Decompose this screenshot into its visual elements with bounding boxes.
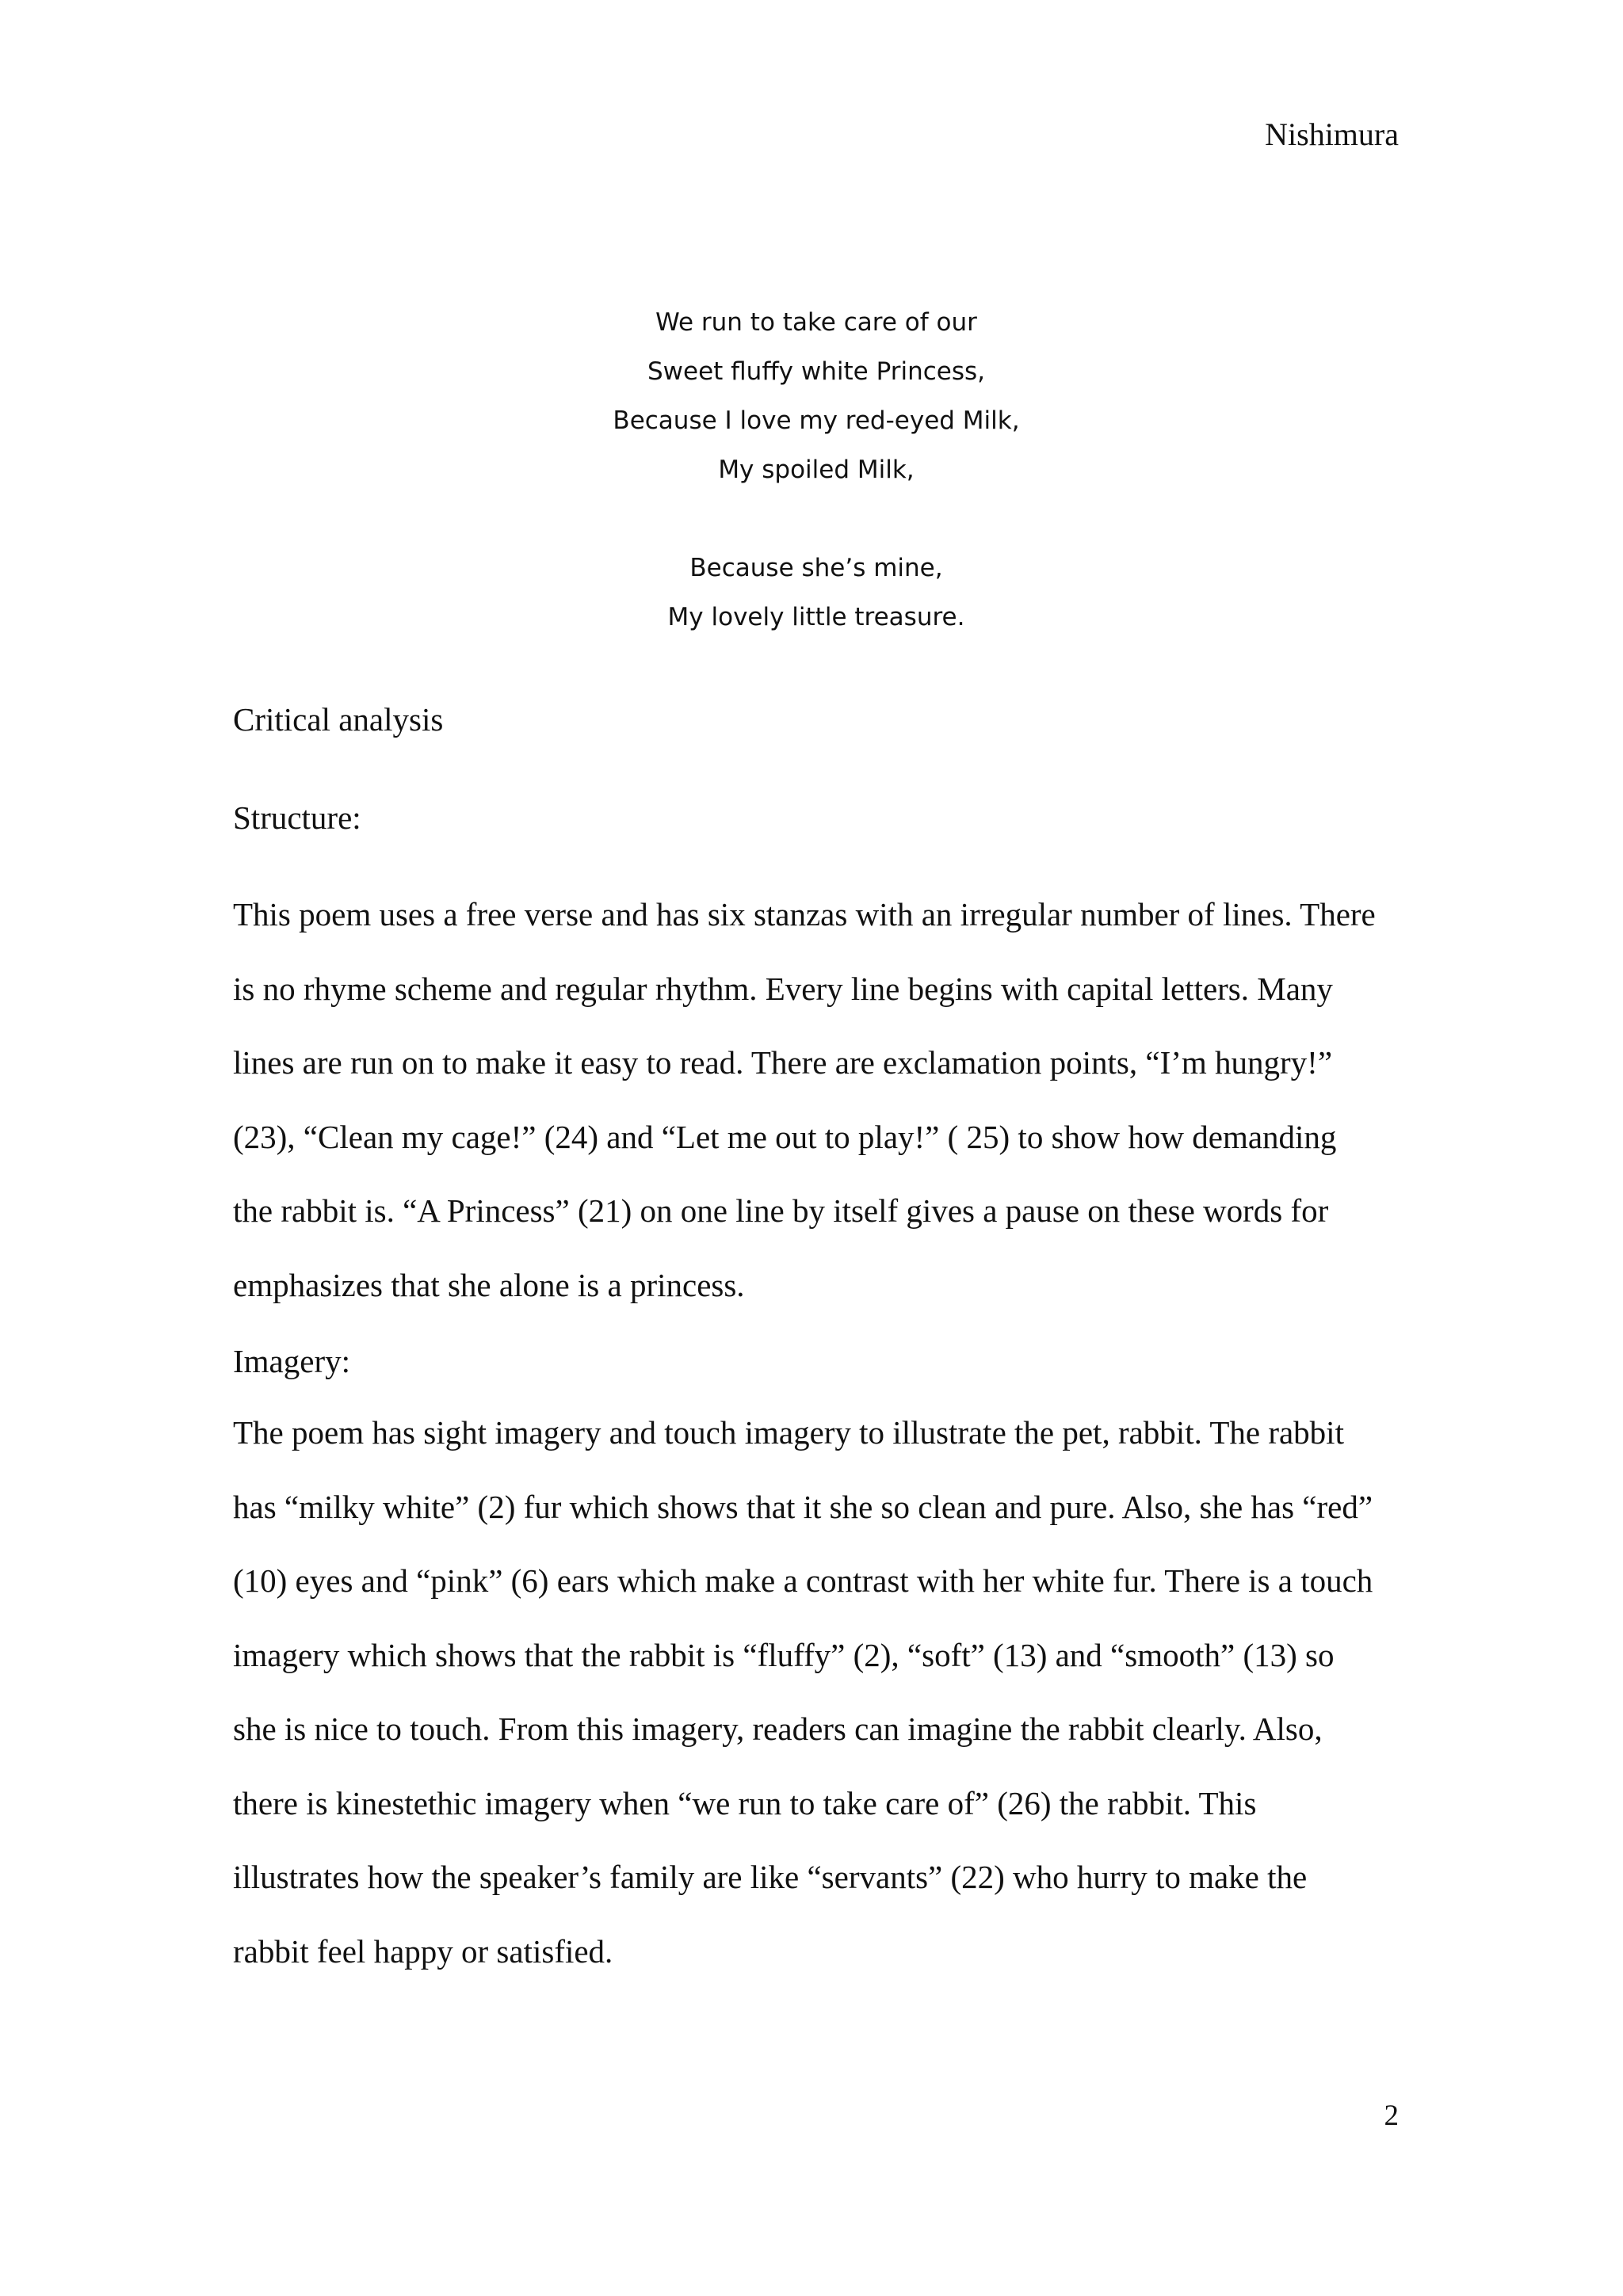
paragraph-line: she is nice to touch. From this imagery, readers can imagine the rabbit clearly. Also,	[233, 1711, 1323, 1747]
poem-line: My lovely little treasure.	[667, 603, 965, 631]
paragraph-line: has “milky white” (2) fur which shows that it she so clean and pure. Also, she has “red”	[233, 1488, 1373, 1525]
page-number: 2	[1384, 2100, 1399, 2132]
paragraph-line: (10) eyes and “pink” (6) ears which make a contrast with her white fur. There is a touch	[233, 1562, 1373, 1599]
poem-excerpt	[0, 298, 1623, 642]
paragraph-line: rabbit feel happy or satisfied.	[233, 1932, 613, 1970]
paragraph-line: the rabbit is. “A Princess” (21) on one line by itself gives a pause on these words for	[233, 1192, 1329, 1229]
structure-paragraph	[233, 878, 1406, 1322]
paragraph-line: imagery which shows that the rabbit is “fluffy” (2), “soft” (13) and “smooth” (13) so	[233, 1636, 1335, 1673]
poem-line: We run to take care of our	[655, 308, 977, 337]
poem-line: My spoiled Milk,	[718, 456, 915, 484]
structure-heading: Structure:	[233, 799, 361, 836]
paragraph-line: lines are run on to make it easy to read. There are exclamation points, “I’m hungry!”	[233, 1044, 1333, 1081]
running-header-author: Nishimura	[1265, 116, 1399, 152]
paragraph-line: (23), “Clean my cage!” (24) and “Let me out to play!” ( 25) to show how demanding	[233, 1118, 1337, 1155]
poem-stanza	[0, 543, 1623, 642]
poem-line: Sweet fluffy white Princess,	[647, 357, 986, 386]
imagery-heading: Imagery:	[233, 1343, 350, 1379]
poem-stanza	[0, 298, 1623, 494]
poem-line: Because she’s mine,	[689, 554, 943, 582]
section-title: Critical analysis	[233, 701, 444, 738]
paragraph-line: is no rhyme scheme and regular rhythm. Every line begins with capital letters. Many	[233, 970, 1333, 1007]
paragraph-line: The poem has sight imagery and touch imagery to illustrate the pet, rabbit. The rabbit	[233, 1414, 1344, 1451]
poem-line: Because I love my red-eyed Milk,	[613, 406, 1020, 435]
imagery-paragraph	[233, 1396, 1406, 1989]
paragraph-line: there is kinestethic imagery when “we run to take care of” (26) the rabbit. This	[233, 1784, 1257, 1821]
paragraph-line: illustrates how the speaker’s family are like “servants” (22) who hurry to make the	[233, 1859, 1308, 1895]
paragraph-line: This poem uses a free verse and has six stanzas with an irregular number of lines. There	[233, 896, 1376, 933]
paragraph-line: emphasizes that she alone is a princess.	[233, 1266, 745, 1303]
